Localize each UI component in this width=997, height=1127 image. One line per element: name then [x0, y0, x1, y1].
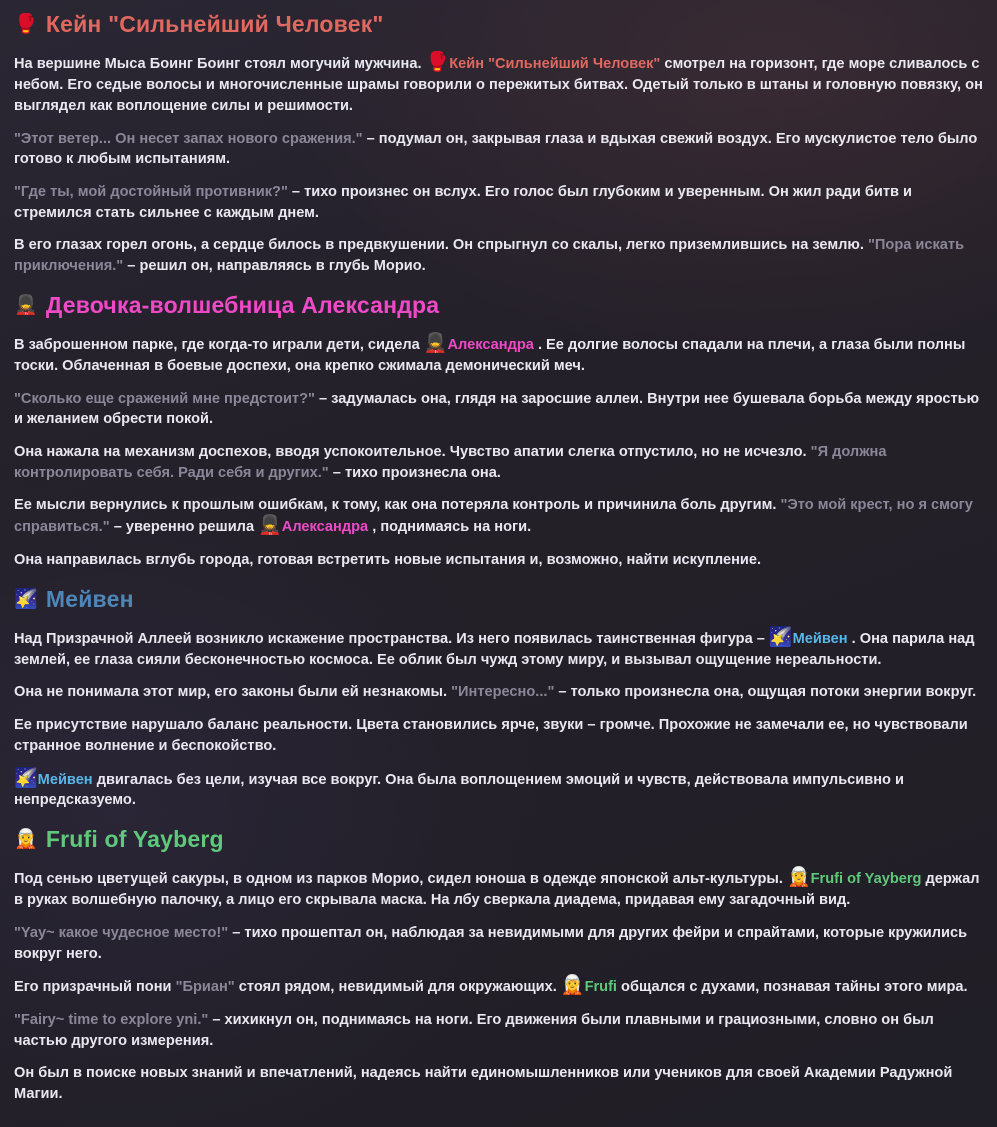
section-title-text: Девочка-волшебница Александра [45, 291, 440, 318]
paragraph [14, 976, 983, 998]
body-text: . Ее долгие волосы спадали на плечи, а глаза были полны тоски. Облаченная в боевые доспехи, она крепко сжимала демонический меч. [14, 337, 966, 374]
character-name: Frufi [584, 979, 617, 996]
comet-icon: 🌠 [768, 626, 793, 648]
dialogue-quote: "Интересно..." [451, 684, 555, 701]
paragraph [14, 235, 983, 276]
body-text: В его глазах горел огонь, а сердце билось в предвкушении. Он спрыгнул со скалы, легко приземлившись на землю. [14, 237, 868, 254]
paragraph [14, 442, 983, 483]
person-icon: 🧝 [786, 867, 811, 889]
body-text: Ее присутствие нарушало баланс реальности. Цвета становились ярче, звуки – громче. Прохожие не замечали ее, но чувствовали странное волнение и беспокойство. [14, 717, 968, 754]
boxing-glove-icon: 🥊 [14, 14, 38, 36]
paragraph [14, 628, 983, 670]
person-icon: 🧝 [560, 975, 585, 997]
section-title-text: Мейвен [45, 585, 134, 612]
body-text: – тихо произнесла она. [328, 464, 501, 481]
body-text: Она направилась вглубь города, готовая встретить новые испытания и, возможно, найти искупление. [14, 551, 762, 568]
section-heading-mayven [14, 583, 983, 616]
body-text: – тихо произнес он вслух. Его голос был глубоким и уверенным. Он жил ради битв и стремился стать сильнее с каждым днем. [14, 183, 912, 221]
dialogue-quote: "Сколько еще сражений мне предстоит?" [14, 390, 315, 407]
paragraph [14, 682, 983, 703]
section-heading-frufi [14, 823, 983, 856]
paragraph [14, 1063, 983, 1104]
body-text: Ее мысли вернулись к прошлым ошибкам, к тому, как она потеряла контроль и причинила боль другим. [14, 497, 781, 514]
character-name: Frufi of Yayberg [810, 871, 922, 888]
dialogue-quote: "Бриан" [175, 979, 235, 996]
body-text: Его призрачный пони [14, 979, 176, 996]
body-text: Она не понимала этот мир, его законы были ей незнакомы. [14, 684, 452, 701]
dialogue-quote: "Пора искать приключения." [14, 237, 965, 275]
paragraph [14, 923, 983, 964]
body-text: – уверенно решила [109, 519, 259, 536]
body-text: На вершине Мыса Боинг Боинг стоял могучий мужчина. [14, 56, 426, 73]
character-name: Кейн "Сильнейший Человек" [449, 56, 661, 73]
body-text: Под сенью цветущей сакуры, в одном из парков Морио, сидел юноша в одежде японской альт-культуры. [14, 871, 787, 888]
body-text: В заброшенном парке, где когда-то играли дети, сидела [14, 337, 424, 354]
paragraph [14, 1010, 983, 1051]
body-text: – только произнесла она, ощущая потоки энергии вокруг. [554, 684, 977, 701]
paragraph [14, 129, 983, 170]
section-heading-kane [14, 8, 983, 41]
female-guard-icon: 💂‍♀️ [423, 333, 448, 355]
paragraph [14, 495, 983, 537]
body-text: Над Призрачной Аллеей возникло искажение пространства. Из него появилась таинственная фигура – [14, 630, 769, 647]
paragraph [14, 868, 983, 910]
comet-icon: 🌠 [14, 588, 38, 610]
body-text: Она нажала на механизм доспехов, вводя успокоительное. Чувство апатии слегка отпустило, но не исчезло. [14, 444, 811, 461]
boxing-glove-icon: 🥊 [425, 52, 450, 74]
paragraph [14, 389, 983, 430]
dialogue-quote: "Где ты, мой достойный противник?" [14, 183, 288, 200]
dialogue-quote: "Это мой крест, но я смогу справиться." [14, 497, 973, 536]
body-text: , поднимаясь на ноги. [368, 519, 532, 536]
body-text: Он был в поиске новых знаний и впечатлений, надеясь найти единомышленников или учеников для своей Академии Радужной Магии. [14, 1065, 953, 1103]
paragraph [14, 334, 983, 376]
body-text: . Она парила над землей, ее глаза сияли бесконечностью космоса. Ее облик был чужд этому миру, и вызывал ощущение нереальности. [14, 630, 975, 668]
body-text: – тихо прошептал он, наблюдая за невидимыми для других фейри и спрайтами, которые кружились вокруг него. [14, 924, 968, 962]
section-heading-alexandra [14, 289, 983, 322]
dialogue-quote: "Этот ветер... Он несет запах нового сражения." [14, 130, 363, 147]
character-name: Александра [447, 337, 534, 354]
body-text: – задумалась она, глядя на заросшие аллеи. Внутри нее бушевала борьба между яростью и желанием обрести покой. [14, 390, 980, 428]
body-text: общался с духами, познавая тайны этого мира. [617, 979, 968, 996]
body-text: смотрел на горизонт, где море сливалось с небом. Его седые волосы и многочисленные шрамы говорили о пережитых битвах. Одетый только в штаны и головную повязку, он выглядел как воплощение силы и решимости. [14, 56, 983, 114]
paragraph [14, 53, 983, 116]
comet-icon: 🌠 [14, 767, 38, 789]
paragraph [14, 550, 983, 571]
body-text: – хихикнул он, поднимаясь на ноги. Его движения были плавными и грациозными, словно он был частью другого измерения. [14, 1011, 934, 1049]
paragraph [14, 769, 983, 811]
paragraph [14, 715, 983, 756]
body-text: – решил он, направляясь в глубь Морио. [123, 258, 426, 275]
body-text: двигалась без цели, изучая все вокруг. Она была воплощением эмоций и чувств, действовала импульсивно и непредсказуемо. [14, 771, 904, 809]
character-name: Мейвен [792, 630, 848, 647]
character-name: Александра [281, 519, 369, 536]
dialogue-quote: "Я должна контролировать себя. Ради себя и других." [14, 444, 887, 481]
body-text: – подумал он, закрывая глаза и вдыхая свежий воздух. Его мускулистое тело было готово к любым испытаниям. [14, 130, 978, 168]
character-name: Мейвен [37, 771, 93, 788]
dialogue-quote: "Fairy~ time to explore yni." [14, 1011, 209, 1028]
body-text: держал в руках волшебную палочку, а лицо его скрывала маска. На лбу сверкала диадема, придавая ему загадочный вид. [14, 871, 980, 909]
section-title-text: Кейн "Сильнейший Человек" [45, 11, 384, 37]
body-text: стоял рядом, невидимый для окружающих. [234, 979, 561, 996]
female-guard-icon: 💂‍♀️ [14, 294, 38, 316]
person-icon: 🧝 [14, 829, 38, 851]
paragraph [14, 182, 983, 223]
female-guard-icon: 💂‍♀️ [258, 515, 282, 537]
dialogue-quote: "Yay~ какое чудесное место!" [14, 924, 229, 941]
section-title-text: Frufi of Yayberg [45, 826, 224, 852]
